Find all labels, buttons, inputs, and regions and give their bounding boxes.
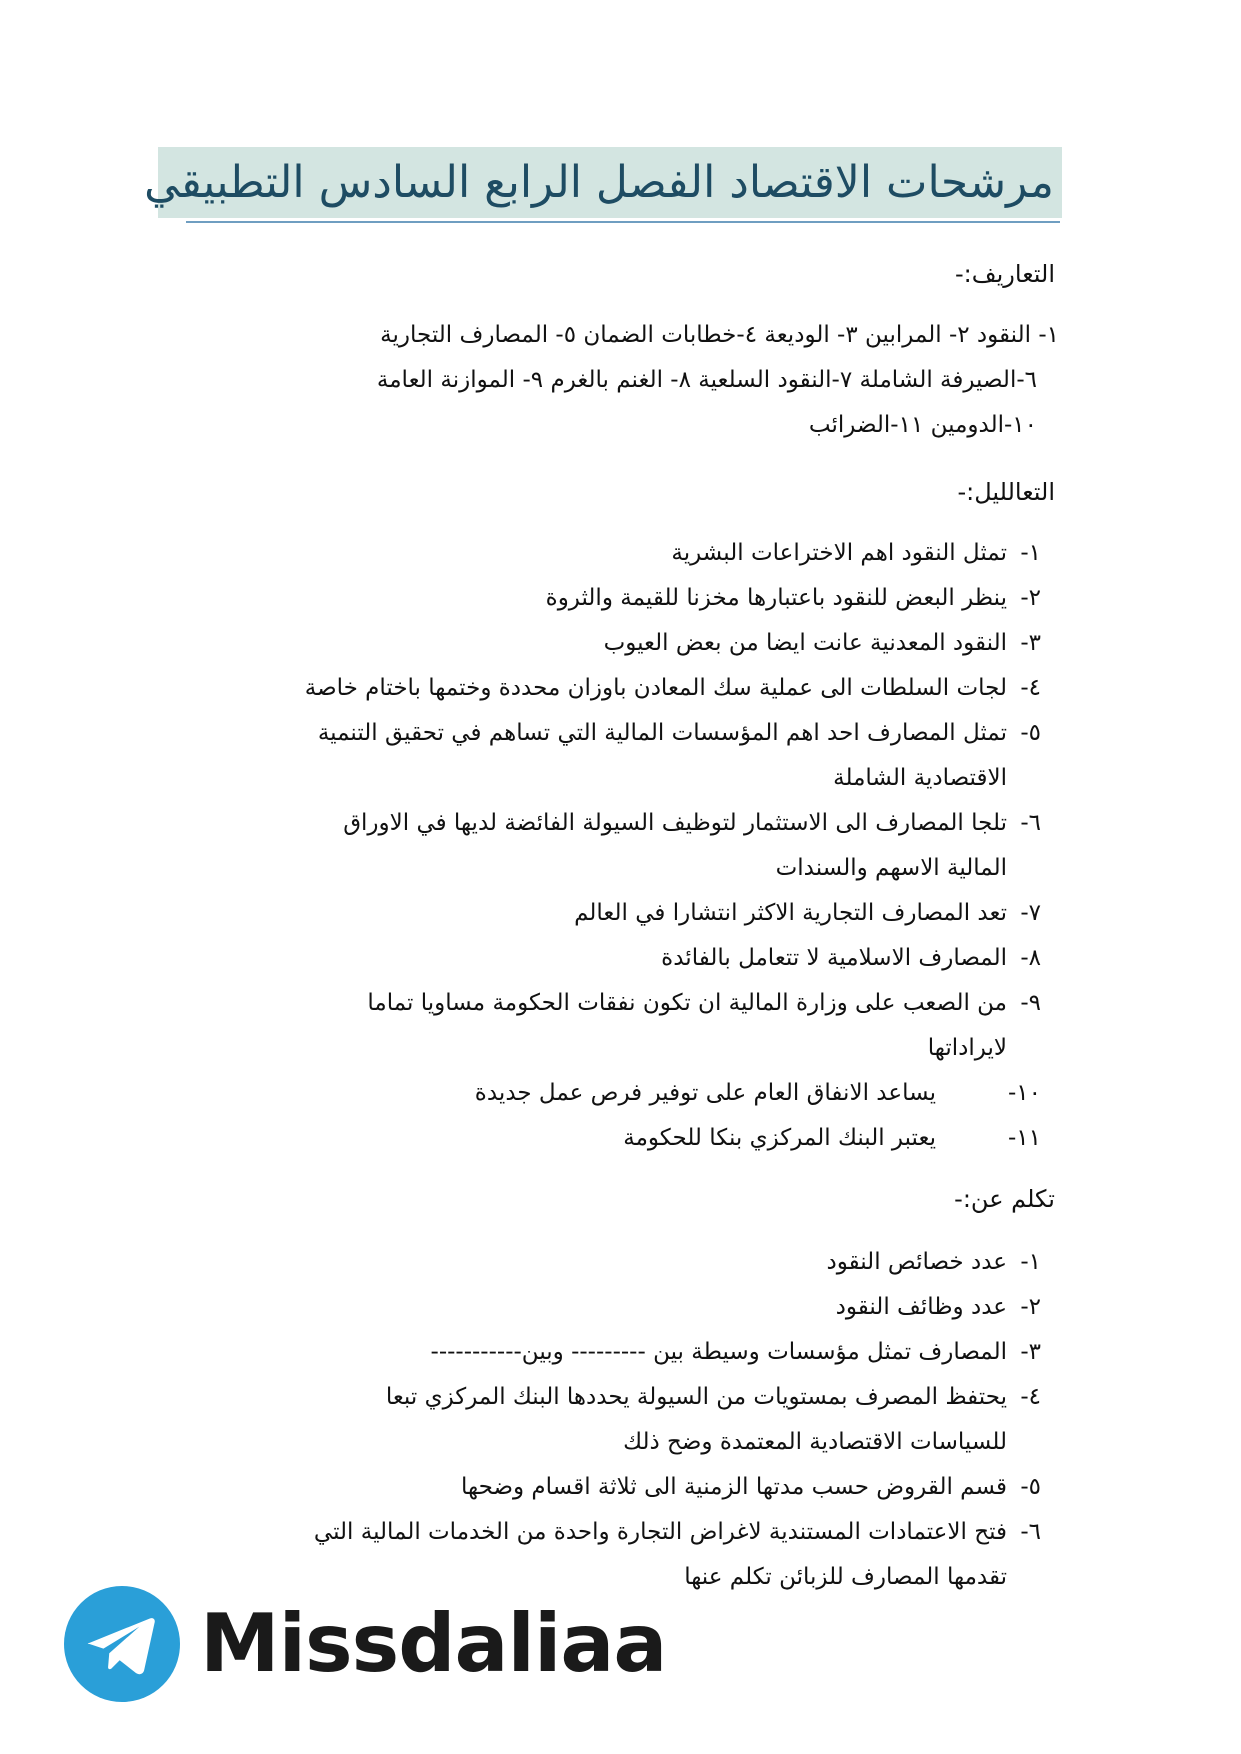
justification-item-number: ١١- <box>1007 1125 1041 1151</box>
justifications-heading: التعالليل:- <box>957 478 1055 506</box>
justification-item-number: ٨- <box>1020 945 1041 971</box>
justification-item-number: ٦- <box>1020 810 1041 836</box>
justification-item <box>305 576 1041 621</box>
justification-item-line: من الصعب على وزارة المالية ان تكون نفقات الحكومة مساويا تماما <box>367 990 1007 1016</box>
justification-item <box>305 981 1041 1071</box>
justification-item <box>305 936 1041 981</box>
discuss-item-text <box>826 1240 1007 1285</box>
discuss-item <box>314 1330 1041 1375</box>
definitions-line-2: ٦-الصيرفة الشاملة ٧-النقود السلعية ٨- الغنم بالغرم ٩- الموازنة العامة <box>376 367 1037 393</box>
justification-item-text <box>367 981 1007 1071</box>
discuss-item <box>314 1510 1041 1600</box>
title-underline <box>186 221 1060 223</box>
justification-item-line: النقود المعدنية عانت ايضا من بعض العيوب <box>603 630 1007 656</box>
definitions-heading: التعاريف:- <box>955 260 1055 288</box>
justification-item-line: تمثل المصارف احد اهم المؤسسات المالية التي تساهم في تحقيق التنمية <box>317 720 1007 746</box>
discuss-item <box>314 1465 1041 1510</box>
discuss-item-text <box>314 1510 1007 1600</box>
justification-item <box>305 891 1041 936</box>
discuss-item-text <box>461 1465 1007 1510</box>
justification-item-line: تعد المصارف التجارية الاكثر انتشارا في العالم <box>574 900 1007 926</box>
justification-item-number: ٧- <box>1020 900 1041 926</box>
discuss-item-text <box>431 1330 1007 1375</box>
discuss-item <box>314 1285 1041 1330</box>
title-banner <box>144 147 1062 218</box>
justification-item-text <box>661 936 1007 981</box>
discuss-item-line: المصارف تمثل مؤسسات وسيطة بين --------- وبين----------- <box>430 1339 1007 1365</box>
justification-item-line: تلجا المصارف الى الاستثمار لتوظيف السيولة الفائضة لديها في الاوراق <box>343 810 1007 836</box>
justification-item-number: ٢- <box>1020 585 1041 611</box>
justification-item-line: الاقتصادية الشاملة <box>833 765 1007 791</box>
discuss-item-line: قسم القروض حسب مدتها الزمنية الى ثلاثة اقسام وضحها <box>461 1474 1007 1500</box>
justification-item-line: لجات السلطات الى عملية سك المعادن باوزان محددة وختمها باختام خاصة <box>304 675 1007 701</box>
discuss-item-number: ٣- <box>1020 1339 1041 1365</box>
discuss-item-line: عدد وظائف النقود <box>835 1294 1007 1320</box>
justification-item-line: تمثل النقود اهم الاختراعات البشرية <box>671 540 1007 566</box>
discuss-item-number: ٢- <box>1020 1294 1041 1320</box>
justification-item <box>305 666 1041 711</box>
discuss-item-line: عدد خصائص النقود <box>826 1249 1007 1275</box>
discuss-item-line: فتح الاعتمادات المستندية لاغراض التجارة واحدة من الخدمات المالية التي <box>313 1519 1007 1545</box>
justification-item-number: ١٠- <box>1007 1080 1041 1106</box>
justification-item-text <box>546 576 1007 621</box>
justification-item-text <box>671 531 1007 576</box>
discuss-item-number: ٤- <box>1020 1384 1041 1410</box>
justification-item-number: ١- <box>1020 540 1041 566</box>
discuss-item-number: ٥- <box>1020 1474 1041 1500</box>
discuss-item-text <box>386 1375 1007 1465</box>
discuss-item-line: يحتفظ المصرف بمستويات من السيولة يحددها البنك المركزي تبعا <box>385 1384 1007 1410</box>
brand-name: Missdaliaa <box>200 1597 667 1690</box>
telegram-icon <box>64 1586 180 1702</box>
justification-item-text <box>318 711 1007 801</box>
discuss-item <box>314 1240 1041 1285</box>
justifications-list <box>305 531 1041 1161</box>
discuss-item-text <box>836 1285 1007 1330</box>
justification-item <box>305 531 1041 576</box>
justification-item-line: يعتبر البنك المركزي بنكا للحكومة <box>623 1125 936 1151</box>
page-title: مرشحات الاقتصاد الفصل الرابع السادس التطبيقي <box>144 157 1054 208</box>
discuss-heading: تكلم عن:- <box>954 1185 1055 1213</box>
discuss-item-number: ١- <box>1020 1249 1041 1275</box>
justification-item <box>305 1071 1041 1116</box>
justification-item-text <box>604 621 1007 666</box>
justification-item-number: ٩- <box>1020 990 1041 1016</box>
discuss-item-number: ٦- <box>1020 1519 1041 1545</box>
discuss-item-line: للسياسات الاقتصادية المعتمدة وضح ذلك <box>623 1429 1007 1455</box>
justification-item-number: ٣- <box>1020 630 1041 656</box>
justification-item <box>305 801 1041 891</box>
justification-item-line: لايراداتها <box>927 1035 1007 1061</box>
justification-item-text <box>305 666 1007 711</box>
justification-item <box>305 711 1041 801</box>
definitions-line-3: ١٠-الدومين ١١-الضرائب <box>808 412 1037 438</box>
discuss-item-line: تقدمها المصارف للزبائن تكلم عنها <box>684 1564 1007 1590</box>
justification-item-text <box>574 891 1007 936</box>
justification-item-text <box>623 1116 936 1161</box>
discuss-list <box>314 1240 1041 1600</box>
discuss-item <box>314 1375 1041 1465</box>
justification-item-line: المالية الاسهم والسندات <box>775 855 1007 881</box>
justification-item-number: ٤- <box>1020 675 1041 701</box>
definitions-line-1: ١- النقود ٢- المرابين ٣- الوديعة ٤-خطابات الضمان ٥- المصارف التجارية <box>380 322 1059 348</box>
justification-item-line: ينظر البعض للنقود باعتبارها مخزنا للقيمة والثروة <box>545 585 1007 611</box>
justification-item-line: المصارف الاسلامية لا تتعامل بالفائدة <box>661 945 1007 971</box>
definitions-list <box>377 313 1059 448</box>
justification-item <box>305 621 1041 666</box>
justification-item-text <box>475 1071 936 1116</box>
justification-item-text <box>343 801 1007 891</box>
justification-item-number: ٥- <box>1020 720 1041 746</box>
justification-item <box>305 1116 1041 1161</box>
justification-item-line: يساعد الانفاق العام على توفير فرص عمل جديدة <box>474 1080 936 1106</box>
